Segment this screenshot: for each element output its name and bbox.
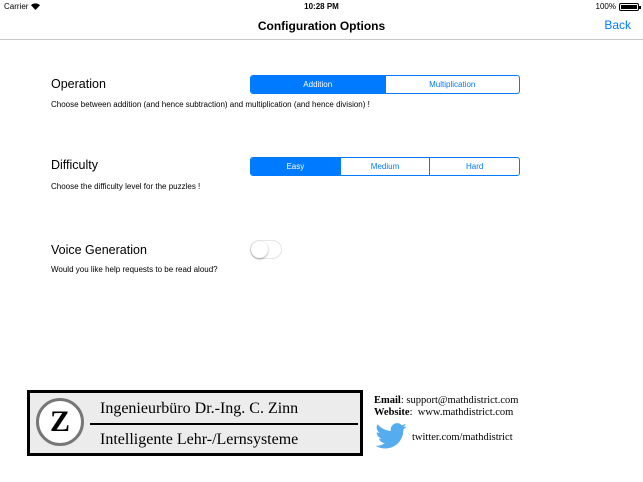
difficulty-segmented-control	[250, 157, 520, 176]
navigation-bar	[0, 14, 643, 40]
logo-tagline: Intelligente Lehr-/Lernsysteme	[100, 431, 299, 448]
website-label: Website	[374, 407, 410, 418]
twitter-handle-link[interactable]: twitter.com/mathdistrict	[412, 432, 513, 443]
operation-option-addition[interactable]: Addition	[251, 76, 385, 93]
voice-generation-toggle[interactable]	[250, 240, 282, 259]
website-link[interactable]: www.mathdistrict.com	[417, 407, 514, 418]
voice-generation-description: Would you like help requests to be read aloud?	[51, 265, 218, 274]
logo-company-name: Ingenieurbüro Dr.-Ing. C. Zinn	[100, 400, 299, 417]
operation-description: Choose between addition (and hence subtraction) and multiplication (and hence division) !	[51, 100, 370, 109]
difficulty-option-easy[interactable]: Easy	[251, 158, 340, 175]
logo-divider	[90, 423, 358, 425]
operation-label: Operation	[51, 77, 106, 91]
operation-segmented-control	[250, 75, 520, 94]
voice-generation-label: Voice Generation	[51, 243, 147, 257]
operation-option-multiplication[interactable]: Multiplication	[385, 76, 520, 93]
email-address[interactable]: support@mathdistrict.com	[406, 395, 519, 406]
status-bar	[0, 0, 643, 14]
back-button[interactable]: Back	[604, 18, 631, 32]
logo-emblem: Z	[36, 398, 84, 446]
page-title: Configuration Options	[257, 19, 386, 33]
twitter-icon[interactable]	[375, 423, 407, 449]
difficulty-option-medium[interactable]: Medium	[340, 158, 430, 175]
toggle-knob	[251, 241, 268, 258]
difficulty-label: Difficulty	[51, 158, 99, 172]
carrier-label: Carrier	[4, 2, 29, 11]
battery-icon	[619, 3, 639, 11]
difficulty-description: Choose the difficulty level for the puzzles !	[51, 182, 201, 191]
status-time: 10:28 PM	[304, 2, 339, 11]
company-logo	[27, 390, 363, 456]
email-label: Email	[374, 395, 401, 406]
contact-website: Website: www.mathdistrict.com	[374, 407, 514, 418]
difficulty-option-hard[interactable]: Hard	[429, 158, 519, 175]
status-right	[596, 2, 639, 11]
battery-percent: 100%	[595, 2, 616, 11]
contact-email: Email: support@mathdistrict.com	[374, 395, 519, 406]
